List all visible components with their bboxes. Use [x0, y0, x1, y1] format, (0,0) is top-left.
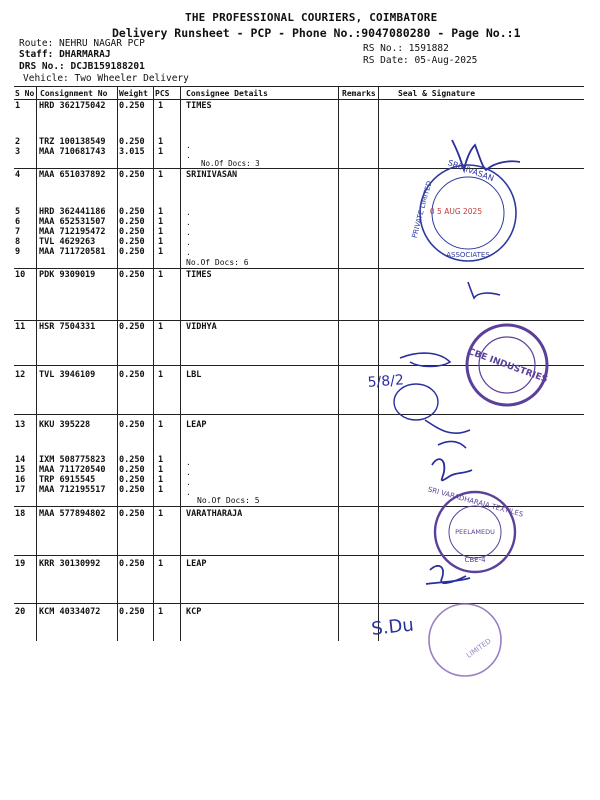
row-sno: 11: [15, 322, 26, 332]
dot-column: . . . . .: [186, 208, 191, 257]
row-sno: 6: [15, 217, 21, 227]
col-divider-weight: [153, 86, 154, 641]
col-divider-consignee: [338, 86, 339, 641]
row-weight: 0.250: [119, 485, 145, 495]
row-sno: 2: [15, 137, 21, 147]
row-consignment-no: MAA 711720540: [39, 465, 106, 475]
stamp1-date: 0 5 AUG 2025: [429, 207, 483, 216]
row-weight: 0.250: [119, 270, 145, 280]
row-pcs: 1: [158, 247, 164, 257]
runsheet-title: Delivery Runsheet - PCP - Phone No.:9047080280 - Page No.:1: [112, 26, 521, 40]
row-consignee: LEAP: [186, 420, 207, 430]
signature-scribble: [426, 566, 470, 584]
row-consignment-no: MAA 577894802: [39, 509, 106, 519]
doc-count: No.Of Docs: 6: [186, 258, 249, 267]
row-pcs: 1: [158, 607, 164, 617]
col-header-consignee: Consignee Details: [186, 89, 268, 98]
col-divider-sno: [36, 86, 37, 641]
row-pcs: 1: [158, 227, 164, 237]
signature-scribble: [400, 353, 450, 366]
row-weight: 0.250: [119, 559, 145, 569]
seal-signature-area: [367, 100, 595, 660]
row-weight: 0.250: [119, 455, 145, 465]
row-consignment-no: TRP 6915545: [39, 475, 96, 485]
row-weight: 0.250: [119, 420, 145, 430]
row-sno: 7: [15, 227, 21, 237]
row-consignment-no: MAA 710681743: [39, 147, 106, 157]
row-consignment-no: MAA 712195517: [39, 485, 106, 495]
col-header-seal: Seal & Signature: [398, 89, 476, 98]
row-pcs: 1: [158, 217, 164, 227]
row-consignee: SRINIVASAN: [186, 170, 238, 180]
drs-label: DRS No.:: [19, 61, 65, 72]
row-consignee: LEAP: [186, 559, 207, 569]
row-consignment-no: HRD 362175042: [39, 101, 106, 111]
row-sno: 5: [15, 207, 21, 217]
row-consignment-no: TRZ 100138549: [39, 137, 106, 147]
row-sno: 8: [15, 237, 21, 247]
row-sno: 12: [15, 370, 26, 380]
rs-number: RS No.: 1591882: [363, 43, 449, 54]
signature-note: 5/8/2: [367, 372, 405, 391]
stamp1-top: SRINIVASAN: [446, 158, 496, 184]
col-divider-remarks: [378, 86, 379, 641]
rs-date: RS Date: 05-Aug-2025: [363, 55, 478, 66]
row-weight: 0.250: [119, 247, 145, 257]
row-consignee: VIDHYA: [186, 322, 217, 332]
row-consignment-no: MAA 711720581: [39, 247, 106, 257]
row-consignment-no: PDK 9309019: [39, 270, 96, 280]
company-name: THE PROFESSIONAL COURIERS, COIMBATORE: [185, 11, 438, 24]
row-sno: 10: [15, 270, 26, 280]
route-text: Route: NEHRU NAGAR PCP: [19, 38, 145, 49]
row-consignment-no: HSR 7504331: [39, 322, 96, 332]
row-weight: 0.250: [119, 137, 145, 147]
row-consignment-no: MAA 651037892: [39, 170, 106, 180]
row-weight: 3.015: [119, 147, 145, 157]
row-sno: 17: [15, 485, 26, 495]
row-sno: 14: [15, 455, 26, 465]
stamp3-center: PEELAMEDU: [455, 528, 495, 536]
row-sno: 15: [15, 465, 26, 475]
row-sno: 16: [15, 475, 26, 485]
signature-scribble: [425, 420, 470, 448]
drs-value: DCJB159188201: [70, 61, 145, 72]
row-consignment-no: MAA 712195472: [39, 227, 106, 237]
drs-line: [19, 61, 145, 72]
row-consignee: TIMES: [186, 270, 212, 280]
row-weight: 0.250: [119, 322, 145, 332]
row-sno: 13: [15, 420, 26, 430]
row-weight: 0.250: [119, 509, 145, 519]
row-pcs: 1: [158, 270, 164, 280]
stamp3-bottom: CBE-4: [464, 556, 486, 564]
col-header-remarks: Remarks: [342, 89, 376, 98]
row-pcs: 1: [158, 420, 164, 430]
textiles-stamp-icon: [427, 485, 525, 572]
row-consignee: TIMES: [186, 101, 212, 111]
row-pcs: 1: [158, 322, 164, 332]
row-weight: 0.250: [119, 370, 145, 380]
row-weight: 0.250: [119, 170, 145, 180]
doc-count: No.Of Docs: 3: [201, 159, 260, 168]
stamp1-bottom: ASSOCIATES: [446, 251, 490, 259]
row-consignee: KCP: [186, 607, 202, 617]
row-pcs: 1: [158, 147, 164, 157]
row-pcs: 1: [158, 509, 164, 519]
row-pcs: 1: [158, 170, 164, 180]
row-weight: 0.250: [119, 607, 145, 617]
stamp3-text: SRI VARADHARAJA TEXTILES: [426, 485, 525, 519]
row-weight: 0.250: [119, 465, 145, 475]
row-consignment-no: MAA 652531507: [39, 217, 106, 227]
row-weight: 0.250: [119, 475, 145, 485]
row-consignment-no: KRR 30130992: [39, 559, 101, 569]
row-pcs: 1: [158, 465, 164, 475]
row-consignment-no: HRD 362441186: [39, 207, 106, 217]
row-pcs: 1: [158, 559, 164, 569]
col-divider-cons: [117, 86, 118, 641]
signature-scribble: [432, 459, 472, 480]
row-pcs: 1: [158, 237, 164, 247]
row-weight: 0.250: [119, 101, 145, 111]
col-header-sno: S No: [15, 89, 35, 98]
row-weight: 0.250: [119, 237, 145, 247]
table-top-line: [14, 86, 584, 87]
row-pcs: 1: [158, 475, 164, 485]
row-sno: 20: [15, 607, 26, 617]
row-pcs: 1: [158, 485, 164, 495]
row-pcs: 1: [158, 455, 164, 465]
stamp1-left: PRIVATE LIMITED: [410, 180, 434, 239]
row-weight: 0.250: [119, 207, 145, 217]
row-sno: 18: [15, 509, 26, 519]
stamp4-text: LIMITED: [465, 637, 493, 660]
row-sno: 1: [15, 101, 21, 111]
row-consignee: LBL: [186, 370, 202, 380]
row-consignment-no: KKU 395228: [39, 420, 91, 430]
row-sno: 3: [15, 147, 21, 157]
industries-stamp-icon: [467, 325, 549, 405]
row-weight: 0.250: [119, 227, 145, 237]
row-consignment-no: KCM 40334072: [39, 607, 101, 617]
srinivasan-stamp-icon: [411, 158, 516, 261]
signature-scribble: [394, 384, 438, 420]
vehicle-text: Vehicle: Two Wheeler Delivery: [23, 73, 189, 84]
stamp2-text: CBE INDUSTRIES: [466, 347, 549, 386]
row-consignment-no: IXM 508775823: [39, 455, 106, 465]
signature-note: S.Du: [370, 614, 415, 640]
dot-column: . . . .: [186, 458, 191, 497]
doc-count: No.Of Docs: 5: [197, 496, 260, 505]
row-consignment-no: TVL 3946109: [39, 370, 96, 380]
row-pcs: 1: [158, 101, 164, 111]
row-pcs: 1: [158, 207, 164, 217]
limited-stamp-icon: [429, 604, 501, 676]
row-sno: 9: [15, 247, 21, 257]
row-sno: 4: [15, 170, 21, 180]
staff-line: [19, 49, 111, 60]
col-header-consignment: Consignment No: [40, 89, 108, 98]
row-pcs: 1: [158, 370, 164, 380]
signature-scribble: [468, 282, 500, 298]
col-header-weight: Weight: [119, 89, 148, 98]
col-header-pcs: PCS: [155, 89, 170, 98]
row-sno: 19: [15, 559, 26, 569]
staff-value: DHARMARAJ: [59, 49, 111, 60]
row-consignment-no: TVL 4629263: [39, 237, 96, 247]
row-consignee: VARATHARAJA: [186, 509, 243, 519]
row-weight: 0.250: [119, 217, 145, 227]
dot-column: . .: [186, 141, 191, 160]
row-pcs: 1: [158, 137, 164, 147]
col-divider-pcs: [180, 86, 181, 641]
staff-label: Staff:: [19, 49, 54, 60]
